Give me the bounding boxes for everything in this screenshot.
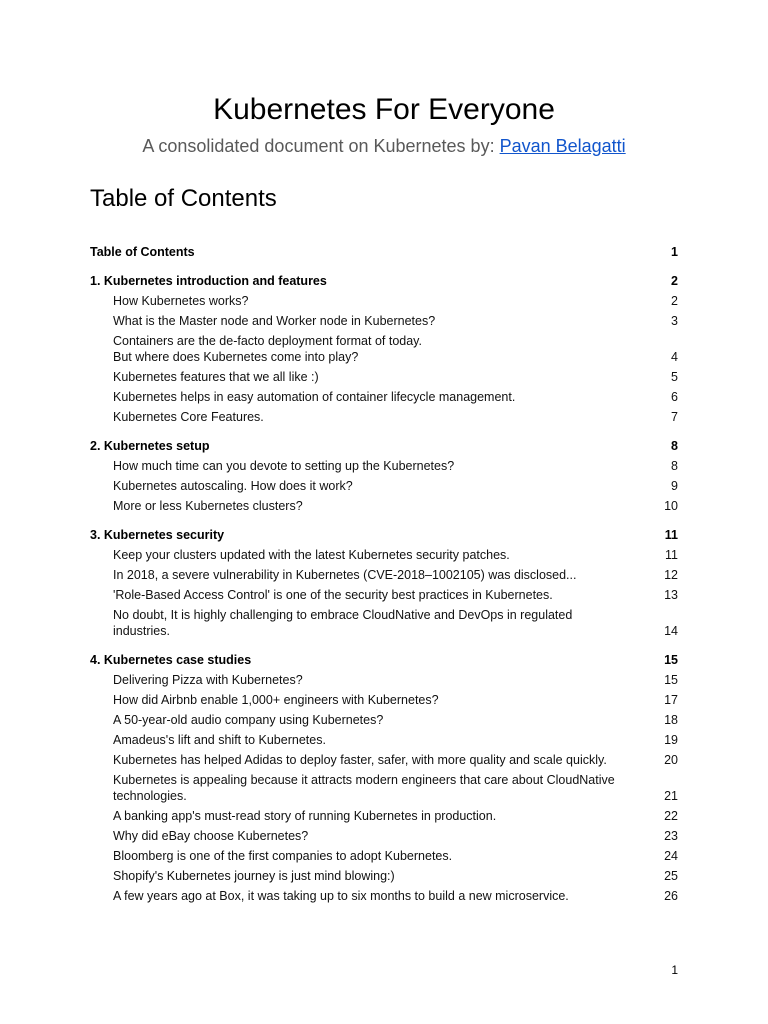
toc-item[interactable] [90,868,678,884]
toc-item-page: 6 [671,390,678,404]
document-subtitle [0,134,768,158]
toc-section-label: 2. Kubernetes setup [90,439,210,453]
toc-item-label [113,732,660,748]
toc-item[interactable] [90,313,678,329]
toc-item-label [113,389,667,405]
toc-item-page: 19 [664,733,678,747]
toc-item-label [113,808,660,824]
subtitle-text: A consolidated document on Kubernetes by: [142,136,500,156]
toc-item-label [113,547,661,563]
toc-item-page: 22 [664,809,678,823]
toc-item[interactable] [90,333,678,365]
toc-item-label [113,692,660,708]
toc-item-label-line: Bloomberg is one of the first companies to adopt Kubernetes. [113,849,453,863]
toc-item-label [113,313,667,329]
toc-section-2[interactable] [90,438,678,454]
toc-item-page: 12 [664,568,678,582]
toc-item-page: 5 [671,370,678,384]
toc-item-label [113,478,667,494]
toc-item-label-line: Shopify's Kubernetes journey is just mind blowing:) [113,869,395,883]
toc-item-page: 24 [664,849,678,863]
toc-heading: Table of Contents [90,185,277,212]
toc-item-page: 18 [664,713,678,727]
toc-section-page: 15 [664,653,678,667]
toc-item[interactable] [90,888,678,904]
toc-item-label-line: A banking app's must-read story of running Kubernetes in production. [113,809,497,823]
toc-item-label [113,409,667,425]
toc-item-page: 8 [671,459,678,473]
toc-item[interactable] [90,498,678,514]
toc-entry-table-of-contents[interactable] [90,244,678,260]
toc-item[interactable] [90,293,678,309]
toc-item[interactable] [90,732,678,748]
toc-item-label-line: But where does Kubernetes come into play? [113,350,359,364]
toc-item[interactable] [90,547,678,563]
toc-item[interactable] [90,848,678,864]
toc-section-1[interactable] [90,273,678,289]
toc-item-page: 20 [664,753,678,767]
toc-item-page: 17 [664,693,678,707]
toc-item[interactable] [90,607,678,639]
toc-item-label-line: technologies. [113,789,187,803]
toc-item[interactable] [90,409,678,425]
toc-item-page: 2 [671,294,678,308]
toc-item-label-line: How Kubernetes works? [113,294,249,308]
toc-item-page: 15 [664,673,678,687]
toc-item-label-line: Kubernetes autoscaling. How does it work? [113,479,353,493]
toc-item-label-line: Kubernetes Core Features. [113,410,264,424]
toc-item-label [113,369,667,385]
toc-item-page: 13 [664,588,678,602]
toc-item-page: 14 [664,624,678,638]
toc-section-4[interactable] [90,652,678,668]
toc-section-label: 1. Kubernetes introduction and features [90,274,327,288]
toc-item-page: 25 [664,869,678,883]
toc-item[interactable] [90,712,678,728]
toc-item-label-line: No doubt, It is highly challenging to embrace CloudNative and DevOps in regulated [113,608,573,622]
toc-item-label [113,498,660,514]
author-link[interactable]: Pavan Belagatti [499,136,626,156]
toc-item-page: 9 [671,479,678,493]
toc-item-label-line: How did Airbnb enable 1,000+ engineers with Kubernetes? [113,693,439,707]
toc-section-page: 2 [671,274,678,288]
toc-entry-label: Table of Contents [90,245,195,259]
toc-item-label [113,848,660,864]
toc-item-label-line: Why did eBay choose Kubernetes? [113,829,309,843]
toc-item-label [113,712,660,728]
toc-item-label-line: Keep your clusters updated with the latest Kubernetes security patches. [113,548,510,562]
toc-section-label: 3. Kubernetes security [90,528,225,542]
toc-item-label [113,828,660,844]
toc-item-label-line: Amadeus's lift and shift to Kubernetes. [113,733,326,747]
toc-item-label [113,293,667,309]
toc-item-label [113,607,660,639]
toc-item-label [113,567,660,583]
toc-item-label-line: Kubernetes has helped Adidas to deploy faster, safer, with more quality and scale quickly. [113,753,607,767]
toc-item-label [113,672,660,688]
toc-item-label [113,458,667,474]
toc-item-page: 26 [664,889,678,903]
toc-item-label-line: A few years ago at Box, it was taking up to six months to build a new microservice. [113,889,569,903]
toc-item-label [113,333,667,365]
toc-entry-page: 1 [671,245,678,259]
toc-section-3[interactable] [90,527,678,543]
toc-item[interactable] [90,808,678,824]
toc-item-page: 7 [671,410,678,424]
toc-item-page: 11 [665,548,678,562]
toc-item-label-line: What is the Master node and Worker node in Kubernetes? [113,314,436,328]
toc-item[interactable] [90,587,678,603]
toc-item[interactable] [90,672,678,688]
toc-item-label-line: 'Role-Based Access Control' is one of the security best practices in Kubernetes. [113,588,553,602]
toc-item-label-line: Containers are the de-facto deployment format of today. [113,334,422,348]
toc-item-page: 21 [664,789,678,803]
toc-item-label-line: Kubernetes features that we all like :) [113,370,319,384]
toc-item-label-line: How much time can you devote to setting up the Kubernetes? [113,459,455,473]
toc-item[interactable] [90,692,678,708]
toc-item-page: 10 [664,499,678,513]
toc-section-page: 8 [671,439,678,453]
toc-item-page: 23 [664,829,678,843]
toc-item[interactable] [90,389,678,405]
table-of-contents [90,242,678,908]
toc-item-label [113,888,660,904]
toc-item-page: 3 [671,314,678,328]
toc-item[interactable] [90,567,678,583]
toc-item-label [113,868,660,884]
toc-item-label-line: Kubernetes helps in easy automation of container lifecycle management. [113,390,516,404]
toc-item-label-line: Kubernetes is appealing because it attracts modern engineers that care about CloudNative [113,773,615,787]
toc-item[interactable] [90,369,678,385]
toc-item-label [113,752,660,768]
toc-item[interactable] [90,478,678,494]
toc-item-label [113,772,660,804]
toc-item[interactable] [90,772,678,804]
page-number: 1 [671,963,678,977]
toc-section-page: 11 [664,528,678,542]
toc-item[interactable] [90,458,678,474]
toc-item[interactable] [90,828,678,844]
toc-item-label-line: Delivering Pizza with Kubernetes? [113,673,303,687]
toc-item-label-line: More or less Kubernetes clusters? [113,499,303,513]
toc-section-label: 4. Kubernetes case studies [90,653,252,667]
toc-item-page: 4 [671,350,678,364]
toc-item[interactable] [90,752,678,768]
toc-item-label-line: A 50-year-old audio company using Kubernetes? [113,713,384,727]
document-title: Kubernetes For Everyone [213,93,555,126]
toc-item-label [113,587,660,603]
toc-item-label-line: industries. [113,624,170,638]
toc-item-label-line: In 2018, a severe vulnerability in Kubernetes (CVE-2018–1002105) was disclosed... [113,568,577,582]
